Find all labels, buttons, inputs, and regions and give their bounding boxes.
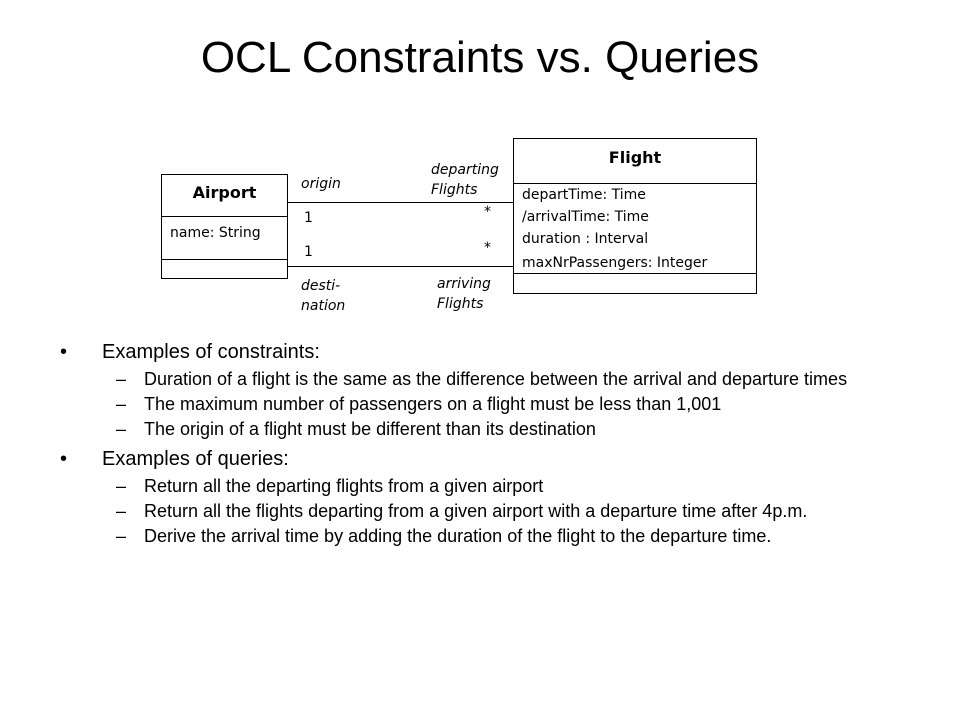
slide-title: OCL Constraints vs. Queries xyxy=(200,33,760,82)
dash-icon: – xyxy=(116,419,127,439)
multiplicity-origin: 1 xyxy=(304,210,313,226)
flight-attribute: maxNrPassengers: Integer xyxy=(522,255,708,271)
airport-attribute: name: String xyxy=(170,225,261,241)
dash-icon: – xyxy=(116,476,127,496)
flight-class-name: Flight xyxy=(608,148,662,167)
airport-class-box xyxy=(161,174,288,279)
list-item xyxy=(60,395,920,414)
multiplicity-departing: * xyxy=(484,204,491,220)
multiplicity-destination: 1 xyxy=(304,244,313,260)
list-item-text: Return all the flights departing from a given airport with a departure time after 4p.m. xyxy=(144,501,808,521)
list-item-text: Return all the departing flights from a given airport xyxy=(144,476,544,496)
bullet-list xyxy=(60,340,920,552)
role-label-destination-1: desti- xyxy=(301,278,341,294)
role-label-arriving-1: arriving xyxy=(437,276,491,292)
section-heading-text: Examples of queries: xyxy=(102,448,289,470)
dash-icon: – xyxy=(116,394,127,414)
list-item xyxy=(60,502,920,521)
list-item xyxy=(60,527,920,546)
flight-attribute: duration : Interval xyxy=(522,231,649,247)
dash-icon: – xyxy=(116,501,127,521)
multiplicity-arriving: * xyxy=(484,240,491,256)
flight-divider-2 xyxy=(514,273,756,274)
dash-icon: – xyxy=(116,369,127,389)
airport-divider-2 xyxy=(162,259,287,260)
bullet-icon: • xyxy=(60,341,68,363)
flight-divider-1 xyxy=(514,183,756,184)
association-line-origin xyxy=(288,202,513,203)
list-item-text: The origin of a flight must be different than its destination xyxy=(144,419,596,439)
section-heading-queries xyxy=(60,447,920,471)
flight-class-box xyxy=(513,138,757,294)
dash-icon: – xyxy=(116,526,127,546)
list-item xyxy=(60,420,920,439)
list-item-text: Duration of a flight is the same as the difference between the arrival and departure times xyxy=(144,369,848,389)
list-item-text: The maximum number of passengers on a flight must be less than 1,001 xyxy=(144,394,722,414)
role-label-origin: origin xyxy=(301,176,341,192)
flight-attribute: /arrivalTime: Time xyxy=(522,209,649,225)
role-label-departing-1: departing xyxy=(431,162,499,178)
list-item xyxy=(60,370,920,389)
list-item xyxy=(60,477,920,496)
section-heading-constraints xyxy=(60,340,920,364)
flight-attribute: departTime: Time xyxy=(522,187,646,203)
airport-divider-1 xyxy=(162,216,287,217)
role-label-departing-2: Flights xyxy=(431,182,478,198)
association-line-destination xyxy=(288,266,513,267)
airport-class-name: Airport xyxy=(192,183,257,202)
section-heading-text: Examples of constraints: xyxy=(102,341,320,363)
role-label-arriving-2: Flights xyxy=(437,296,484,312)
list-item-text: Derive the arrival time by adding the duration of the flight to the departure time. xyxy=(144,526,772,546)
bullet-icon: • xyxy=(60,448,68,470)
role-label-destination-2: nation xyxy=(301,298,346,314)
